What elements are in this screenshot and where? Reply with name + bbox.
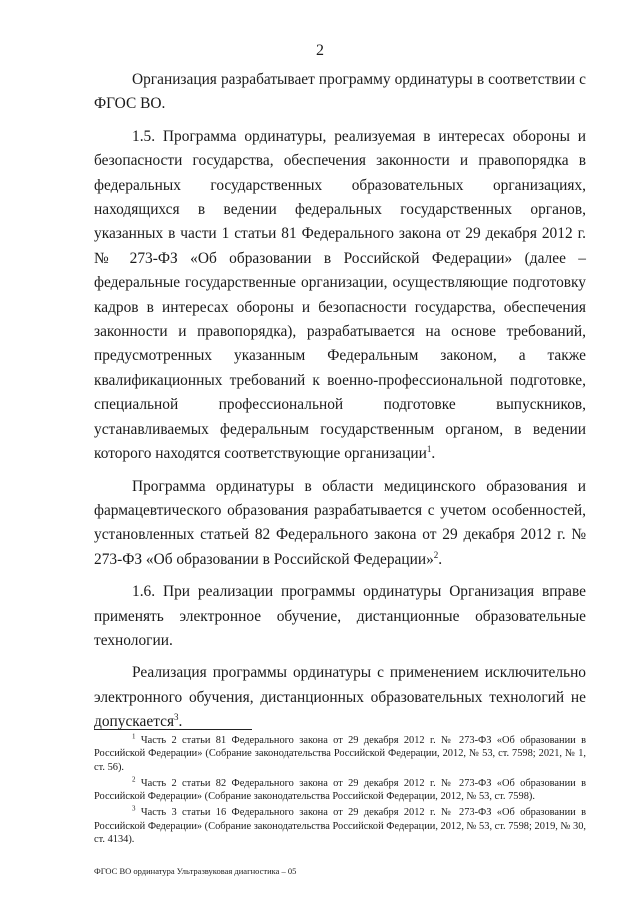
footnote-text: Часть 3 статьи 16 Федерального закона от 29 декабря 2012 г. № 273-ФЗ «Об образовании в Российской Федерации» (Собрание законодательства Российской Федерации, 2012, № 53, ст. 7598; 2019, № 30, ст. 4134). — [94, 807, 586, 846]
footnote-divider — [94, 729, 252, 730]
paragraph-text: Программа ординатуры в области медицинского образования и фармацевтического образования разрабатывается с учетом особенностей, установленных статьей 82 Федерального закона от 29 декабря 2012 г. № 273-ФЗ «Об образовании в Российской Федерации» — [94, 477, 586, 568]
paragraph-text: 1.5. Программа ординатуры, реализуемая в интересах обороны и безопасности государства, обеспечения законности и правопорядка в федеральных государственных образовательных организациях, находящихся в ведении федеральных государственных органов, указанных в части 1 статьи 81 Федерального закона от 29 декабря 2012 г. № 273-ФЗ «Об образовании в Российской Федерации» (далее – федеральные государственные организации, осуществляющие подготовку кадров в интересах обороны и безопасности государства, обеспечения законности и правопорядка), разрабатывается на основе требований, предусмотренных указанным Федеральным законом, а также квалификационных требований к военно-профессиональной подготовке, специальной профессиональной подготовке выпускников, устанавливаемых федеральным государственным органом, в ведении которого находятся соответствующие организации — [94, 127, 586, 463]
footnote-number: 2 — [132, 775, 136, 784]
paragraph-end: . — [438, 550, 443, 568]
paragraph-text: Реализация программы ординатуры с применением исключительно электронного обучения, дистанционных образовательных технологий не допускается — [94, 664, 586, 731]
paragraph — [94, 68, 586, 117]
paragraph — [94, 475, 586, 573]
footnote — [94, 777, 586, 804]
footnote-number: 1 — [132, 732, 136, 741]
paragraph — [94, 580, 586, 653]
paragraph — [94, 661, 586, 734]
page-footer: ФГОС ВО ординатура Ультразвуковая диагностика – 05 — [94, 866, 297, 876]
footnote-text: Часть 2 статьи 82 Федерального закона от 29 декабря 2012 г. № 273-ФЗ «Об образовании в Российской Федерации» (Собрание законодательства Российской Федерации, 2012, № 53, ст. 7598). — [94, 777, 586, 803]
footnote — [94, 734, 586, 774]
footnote-text: Часть 2 статьи 81 Федерального закона от 29 декабря 2012 г. № 273-ФЗ «Об образовании в Российской Федерации» (Собрание законодательства Российской Федерации, 2012, № 53, ст. 7598; 2021, № 1, ст. 56). — [94, 735, 586, 773]
paragraph-text: 1.6. При реализации программы ординатуры Организация вправе применять электронное обучение, дистанционные образовательные технологии. — [94, 583, 586, 649]
footnote — [94, 806, 586, 846]
paragraph-end: . — [178, 713, 183, 731]
paragraph: 1.5. Программа ординатуры, реализуемая в интересах обороны и безопасности государства, обеспечения законности и правопорядка в федеральных государственных образовательных организациях, находящихся в ведении федеральных государственных органов, указанных в части 1 статьи 81 Федерального закона от 29 декабря 2012 г. № 273-ФЗ «Об образовании в Российской Федерации» (далее – федеральные государственные организации, осуществляющие подготовку кадров в интересах обороны и безопасности государства, обеспечения законности и правопорядка), разрабатывается на основе требований, предусмотренных указанным Федеральным законом, а также квалификационных требований к военно-профессиональной подготовке, специальной профессиональной подготовке выпускников, устанавливаемых федеральным государственным органом, в ведении которого находятся соответствующие организации$^1$. — [94, 127, 586, 463]
footnote-ref: 1 — [426, 443, 432, 454]
body-text — [94, 68, 586, 743]
page-number: 2 — [316, 42, 324, 59]
footnotes — [94, 734, 586, 849]
footnote-ref: 2 — [433, 549, 439, 560]
footnote-ref: 3 — [174, 712, 179, 723]
footnote-number: 3 — [132, 805, 136, 814]
paragraph-text: Организация разрабатывает программу ординатуры в соответствии с ФГОС ВО. — [94, 71, 586, 113]
